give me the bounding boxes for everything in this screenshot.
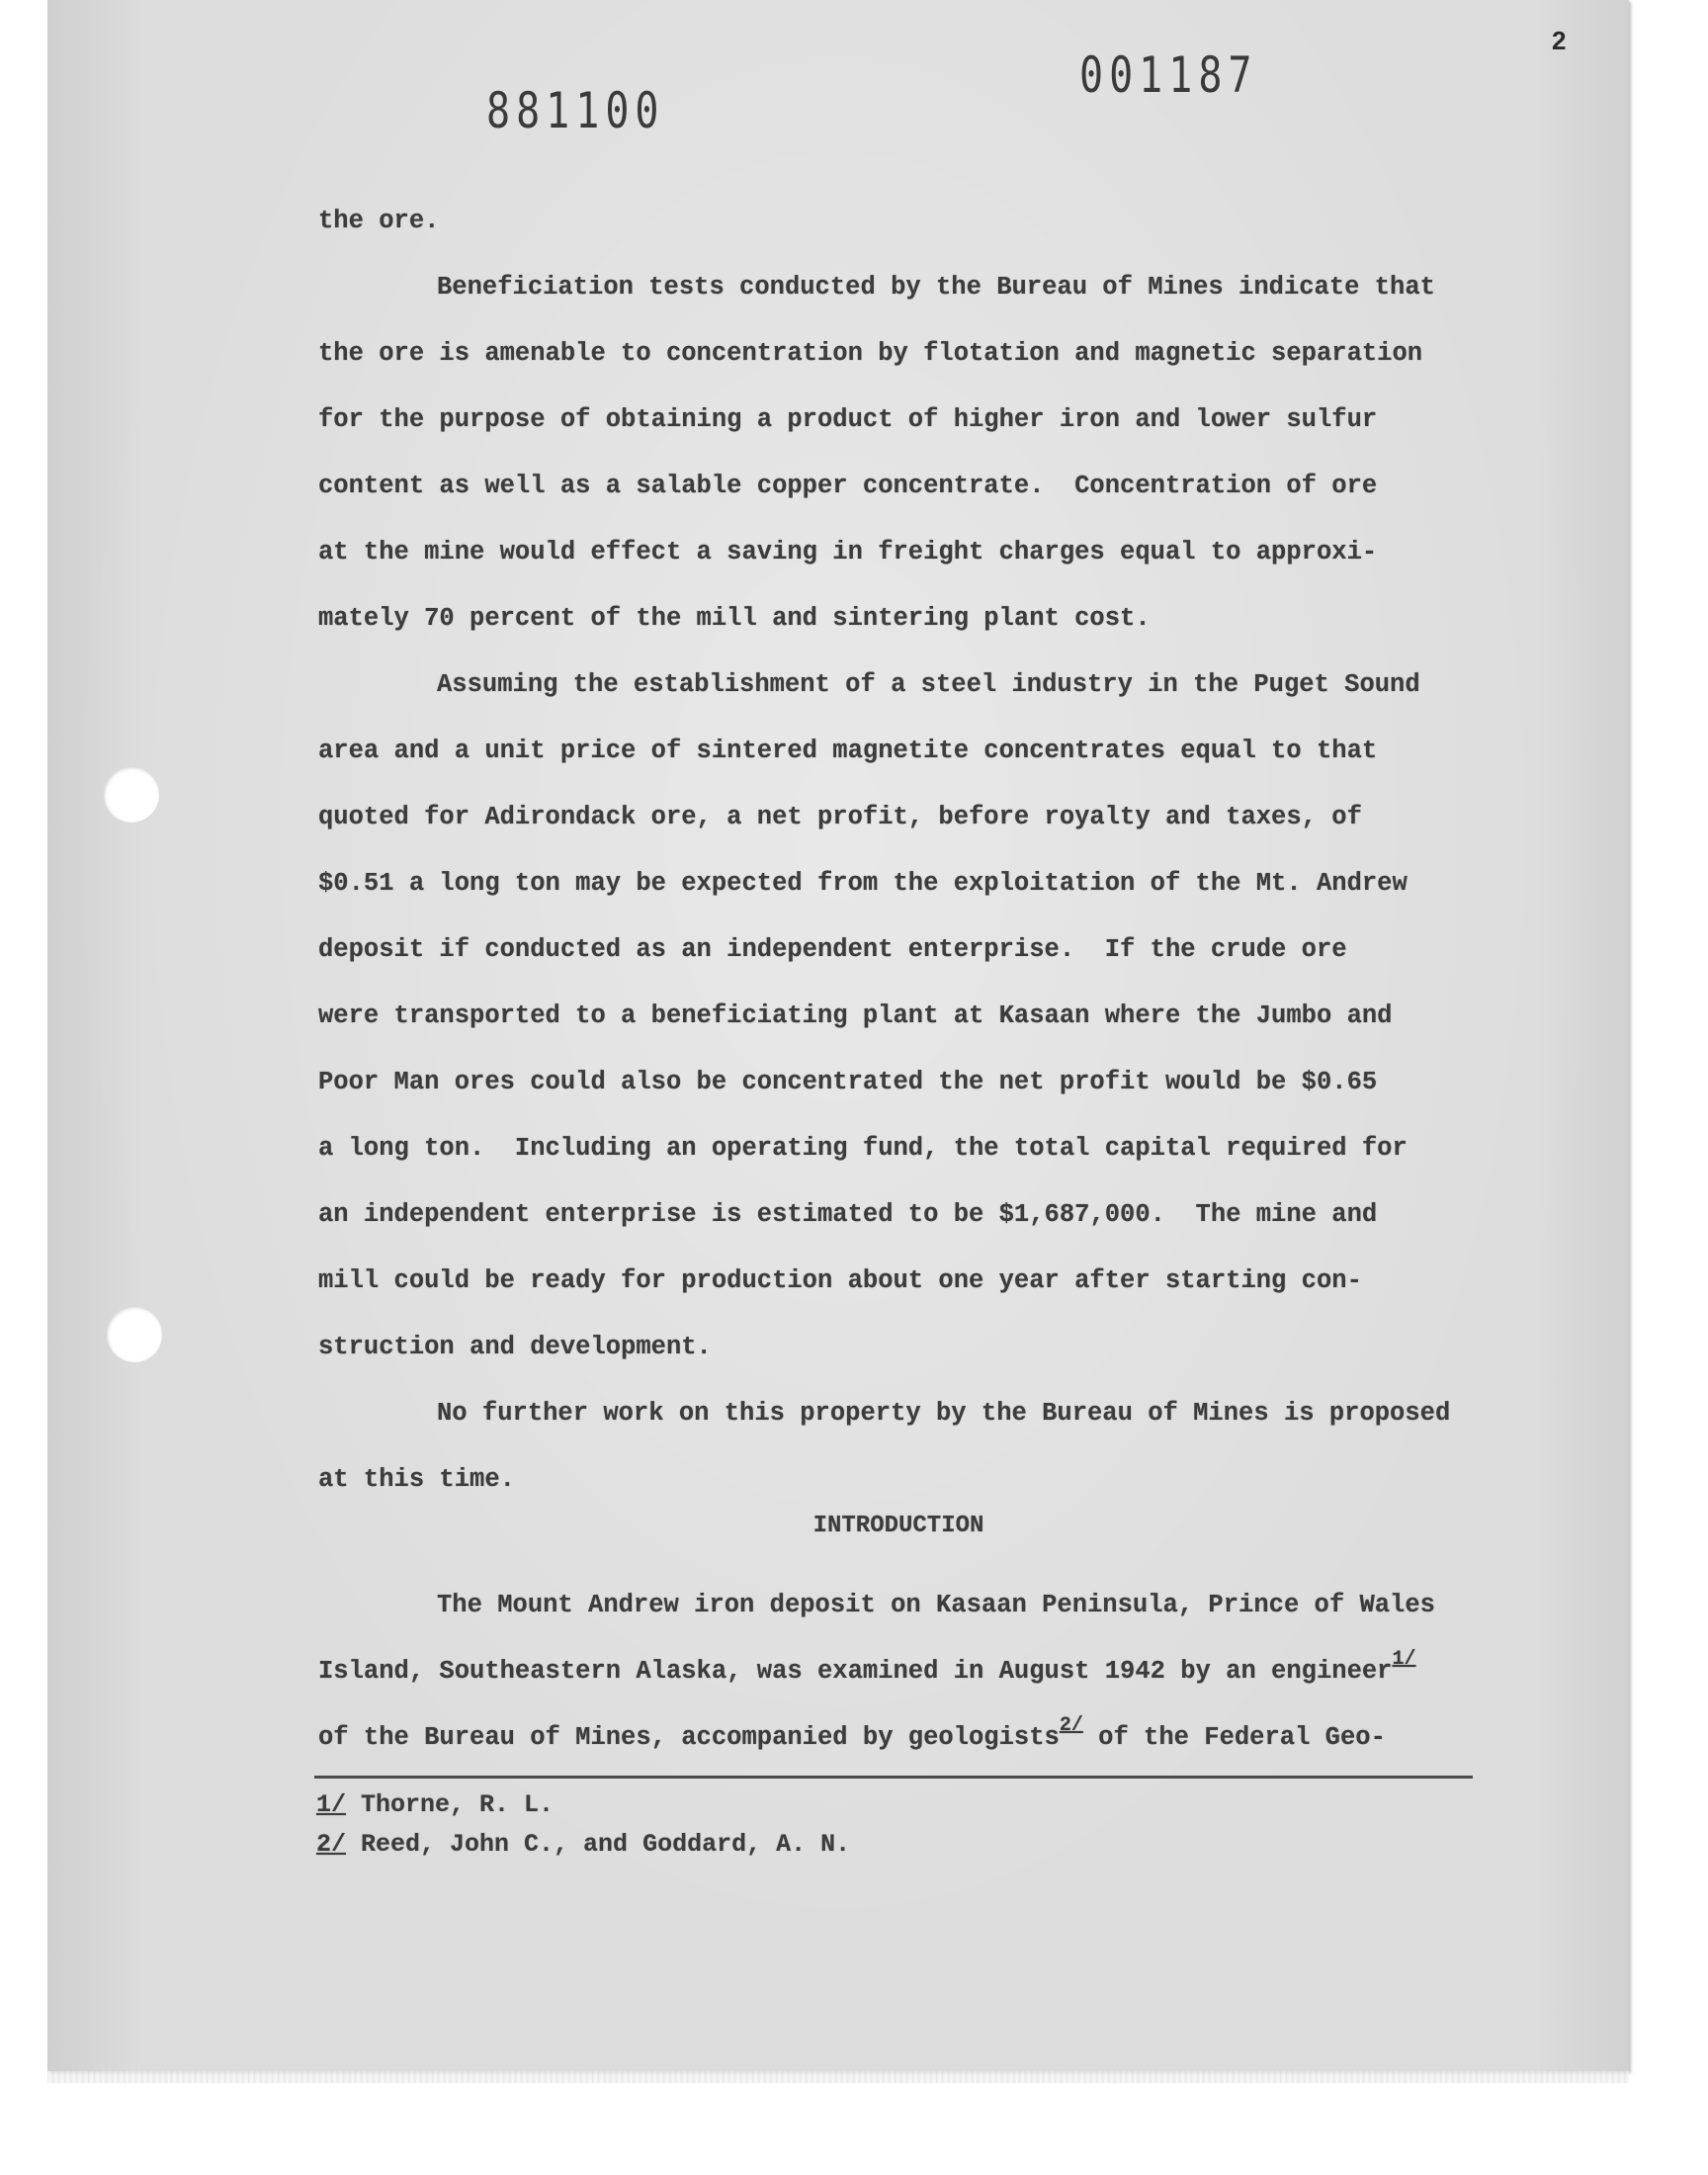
text-line: struction and development. [318,1333,712,1361]
footnote: 2/ Reed, John C., and Goddard, A. N. [316,1830,851,1859]
footnote-reference: 1/ [1392,1648,1416,1671]
text-line: an independent enterprise is estimated to be $1,687,000. The mine and [318,1200,1378,1229]
footnotes [316,1785,850,1865]
text-line: Beneficiation tests conducted by the Bureau of Mines indicate that [437,273,1435,302]
punch-hole [104,767,159,823]
body-text [318,188,1554,1513]
text-line: the ore is amenable to concentration by flotation and magnetic separation [318,339,1423,368]
page-number: 2 [1552,26,1567,55]
document-stamp-number: 001187 [1079,47,1258,105]
text-line: Poor Man ores could also be concentrated the net profit would be $0.65 [318,1068,1378,1096]
text-line: at the mine would effect a saving in freight charges equal to approxi- [318,538,1378,566]
text-line: for the purpose of obtaining a product of higher iron and lower sulfur [318,405,1378,434]
footnote-mark: 2/ [316,1830,347,1859]
text-line: of the Bureau of Mines, accompanied by geologists$^{2/}$ of the Federal Geo- [318,1714,1386,1752]
text-line: $0.51 a long ton may be expected from the exploitation of the Mt. Andrew [318,869,1408,898]
text-line: deposit if conducted as an independent enterprise. If the crude ore [318,935,1347,964]
footnote: 1/ Thorne, R. L. [316,1790,555,1819]
text-line: Island, Southeastern Alaska, was examined in August 1942 by an engineer$^{1/}$ [318,1648,1416,1686]
footnote-reference: 2/ [1059,1714,1083,1737]
document-stamp-number: 881100 [486,83,665,140]
punch-hole [107,1307,162,1362]
text-line: content as well as a salable copper concentrate. Concentration of ore [318,472,1378,500]
text-line: at this time. [318,1465,515,1494]
text-line: No further work on this property by the Bureau of Mines is proposed [437,1399,1451,1428]
page-bottom-edge [47,2071,1629,2083]
section-heading: INTRODUCTION [812,1513,984,1539]
text-line: were transported to a beneficiating plant at Kasaan where the Jumbo and [318,1001,1393,1030]
text-line: the ore. [318,207,440,235]
text-line: quoted for Adirondack ore, a net profit, before royalty and taxes, of [318,803,1362,831]
footnote-divider [314,1776,1473,1779]
text-line: a long ton. Including an operating fund, the total capital required for [318,1134,1408,1163]
footnote-mark: 1/ [316,1790,347,1819]
text-line: area and a unit price of sintered magnetite concentrates equal to that [318,737,1378,765]
text-line: mill could be ready for production about one year after starting con- [318,1266,1362,1295]
text-line: mately 70 percent of the mill and sintering plant cost. [318,604,1151,633]
text-line: Assuming the establishment of a steel industry in the Puget Sound [437,670,1420,699]
introduction-text [318,1572,1554,1771]
text-line: The Mount Andrew iron deposit on Kasaan Peninsula, Prince of Wales [437,1591,1435,1619]
